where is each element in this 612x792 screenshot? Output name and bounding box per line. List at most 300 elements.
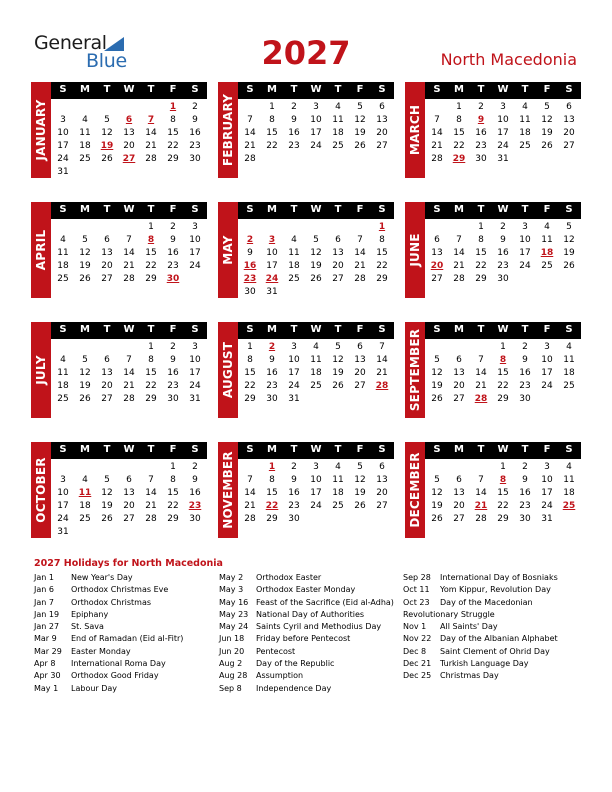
- calendar-date: 26: [431, 514, 443, 524]
- calendar-date: 20: [101, 381, 113, 391]
- month-tab: [218, 82, 238, 178]
- holiday-row: [34, 670, 183, 682]
- holidays-title: 2027 Holidays for North Macedonia: [34, 558, 223, 569]
- calendar-date: 23: [167, 381, 179, 391]
- calendar-date: 17: [266, 261, 278, 271]
- weekday-label: T: [103, 84, 111, 95]
- holiday-name: International Day of Bosniaks: [440, 573, 558, 582]
- holiday-row: [219, 597, 394, 609]
- calendar-date: 5: [82, 355, 88, 365]
- holiday-date-label: Jan 6: [34, 585, 54, 595]
- calendar-date: 13: [101, 368, 113, 378]
- weekday-label: S: [59, 204, 67, 215]
- holiday-name: Feast of the Sacrifice (Eid al-Adha): [256, 597, 394, 607]
- calendar-date: 10: [57, 488, 69, 498]
- holiday-date-label: Sep 28: [403, 573, 431, 582]
- calendar-date: 19: [354, 488, 366, 498]
- weekday-label: F: [169, 324, 177, 335]
- calendar-date: 21: [145, 141, 157, 151]
- calendar-date: 2: [478, 102, 484, 112]
- holiday-date-label: Aug 2: [219, 659, 243, 669]
- calendar-date: 7: [247, 475, 253, 485]
- calendar-date: 16: [167, 248, 179, 258]
- calendar-date: 16: [519, 368, 531, 378]
- holiday-name: National Day of Authorities: [256, 609, 365, 619]
- calendar-date: 10: [189, 355, 201, 365]
- weekday-header: [51, 202, 207, 219]
- calendar-date: 4: [291, 235, 297, 245]
- month-january: [31, 82, 207, 178]
- month-name: MAY: [221, 235, 235, 265]
- calendar-date: 22: [167, 141, 179, 151]
- weekday-label: W: [310, 84, 322, 95]
- weekday-label: S: [191, 444, 199, 455]
- calendar-date: 10: [266, 248, 278, 258]
- calendar-date: 28: [123, 274, 135, 284]
- calendar-date: 29: [167, 154, 179, 164]
- calendar-date: 31: [57, 527, 69, 537]
- calendar-date: 1: [478, 222, 484, 232]
- holiday-row: [403, 633, 558, 645]
- holiday-name: Orthodox Christmas: [71, 597, 152, 607]
- month-september: [405, 322, 581, 418]
- month-november: [218, 442, 394, 538]
- calendar-date: 29: [497, 394, 509, 404]
- holiday-row: [219, 609, 394, 621]
- holiday-date: 30: [166, 274, 180, 284]
- calendar-date: 9: [291, 115, 297, 125]
- weekday-label: S: [59, 84, 67, 95]
- month-tab: [218, 202, 238, 298]
- calendar-date: 10: [189, 235, 201, 245]
- weekday-label: M: [80, 204, 90, 215]
- calendar-date: 2: [291, 102, 297, 112]
- weekday-header: [425, 442, 581, 459]
- holiday-date-label: May 3: [219, 585, 244, 595]
- calendar-date: 28: [145, 514, 157, 524]
- calendar-date: 11: [563, 475, 575, 485]
- calendar-date: 15: [497, 368, 509, 378]
- weekday-label: W: [310, 324, 322, 335]
- calendar-date: 3: [313, 102, 319, 112]
- holiday-name: International Roma Day: [71, 659, 166, 669]
- calendar-date: 13: [376, 115, 388, 125]
- calendar-date: 3: [60, 475, 66, 485]
- calendar-date: 28: [145, 154, 157, 164]
- holiday-name: Orthodox Good Friday: [71, 671, 159, 681]
- calendar-date: 16: [189, 488, 201, 498]
- holiday-date-label: Apr 30: [34, 671, 61, 681]
- calendar-date: 28: [475, 514, 487, 524]
- calendar-date: 5: [434, 475, 440, 485]
- calendar-date: 4: [566, 342, 572, 352]
- calendar-date: 2: [522, 462, 528, 472]
- holiday-row: [219, 658, 394, 670]
- weekday-label: M: [267, 444, 277, 455]
- weekday-label: T: [334, 324, 342, 335]
- holiday-name: Day of the Republic: [256, 659, 335, 669]
- holiday-date-label: Dec 8: [403, 646, 427, 656]
- calendar-date: 31: [189, 394, 201, 404]
- month-may: [218, 202, 394, 298]
- weekday-label: F: [356, 204, 364, 215]
- month-march: [405, 82, 581, 178]
- calendar-date: 17: [310, 488, 322, 498]
- calendar-date: 22: [244, 381, 256, 391]
- holiday-row: [219, 621, 394, 633]
- calendar-year: 2027: [261, 34, 351, 72]
- calendar-date: 29: [145, 274, 157, 284]
- holiday-date-label: May 2: [219, 573, 244, 582]
- calendar-date: 15: [475, 248, 487, 258]
- calendar-date: 27: [431, 274, 443, 284]
- holiday-date-label: Mar 29: [34, 646, 62, 656]
- calendar-date: 6: [456, 475, 462, 485]
- holiday-date-label: Sep 8: [219, 683, 242, 693]
- weekday-header: [425, 322, 581, 339]
- weekday-label: T: [290, 84, 298, 95]
- weekday-label: M: [454, 324, 464, 335]
- calendar-date: 26: [332, 381, 344, 391]
- holiday-name: Yom Kippur, Revolution Day: [440, 585, 551, 595]
- weekday-label: F: [543, 444, 551, 455]
- calendar-date: 20: [563, 128, 575, 138]
- calendar-date: 19: [431, 381, 443, 391]
- weekday-label: S: [565, 84, 573, 95]
- month-july: [31, 322, 207, 418]
- calendar-date: 18: [332, 488, 344, 498]
- weekday-label: T: [334, 444, 342, 455]
- calendar-date: 11: [79, 128, 91, 138]
- calendar-date: 12: [563, 235, 575, 245]
- weekday-label: T: [103, 204, 111, 215]
- weekday-label: W: [123, 204, 135, 215]
- holiday-name: Orthodox Easter: [256, 573, 322, 582]
- weekday-label: T: [477, 204, 485, 215]
- calendar-date: 25: [332, 501, 344, 511]
- calendar-date: 25: [310, 381, 322, 391]
- weekday-label: S: [59, 444, 67, 455]
- calendar-date: 7: [379, 342, 385, 352]
- calendar-date: 6: [104, 355, 110, 365]
- calendar-date: 27: [563, 141, 575, 151]
- calendar-date: 17: [288, 368, 300, 378]
- weekday-label: F: [169, 204, 177, 215]
- holiday-name: Saints Cyril and Methodius Day: [256, 622, 382, 632]
- holiday-date: 29: [452, 154, 466, 164]
- calendar-date: 17: [497, 128, 509, 138]
- calendar-date: 5: [104, 115, 110, 125]
- month-name: AUGUST: [221, 341, 235, 399]
- holiday-date: 6: [125, 115, 133, 125]
- month-name: DECEMBER: [408, 452, 422, 528]
- calendar-date: 30: [244, 287, 256, 297]
- holiday-name: Christmas Day: [440, 671, 499, 681]
- calendar-date: 12: [354, 475, 366, 485]
- calendar-date: 10: [519, 235, 531, 245]
- calendar-date: 4: [335, 102, 341, 112]
- holiday-date-label: Jan 7: [34, 597, 54, 607]
- calendar-date: 8: [478, 235, 484, 245]
- weekday-label: S: [246, 84, 254, 95]
- calendar-date: 19: [79, 261, 91, 271]
- calendar-date: 12: [79, 248, 91, 258]
- calendar-date: 10: [541, 475, 553, 485]
- holiday-name: Independence Day: [256, 683, 332, 693]
- logo-general-text: General: [34, 32, 107, 54]
- calendar-date: 23: [189, 141, 201, 151]
- holiday-row: [403, 658, 558, 670]
- holiday-date: 18: [540, 248, 554, 258]
- holiday-name: St. Sava: [71, 622, 104, 632]
- month-june: [405, 202, 581, 298]
- holiday-date: 2: [268, 342, 276, 352]
- calendar-date: 5: [313, 235, 319, 245]
- calendar-date: 20: [123, 501, 135, 511]
- calendar-date: 7: [126, 355, 132, 365]
- calendar-date: 2: [522, 342, 528, 352]
- calendar-date: 26: [101, 154, 113, 164]
- calendar-date: 22: [145, 381, 157, 391]
- holiday-row: [34, 572, 183, 584]
- calendar-date: 21: [244, 501, 256, 511]
- calendar-date: 6: [566, 102, 572, 112]
- holiday-date-label: Nov 1: [403, 622, 427, 632]
- calendar-date: 4: [313, 342, 319, 352]
- weekday-label: W: [310, 204, 322, 215]
- holiday-date: 28: [375, 381, 389, 391]
- weekday-label: W: [123, 324, 135, 335]
- weekday-label: W: [497, 204, 509, 215]
- calendar-date: 23: [519, 501, 531, 511]
- calendar-date: 21: [376, 368, 388, 378]
- calendar-date: 11: [519, 115, 531, 125]
- month-tab: [218, 442, 238, 538]
- calendar-date: 27: [332, 274, 344, 284]
- holiday-row: [403, 584, 558, 596]
- holiday-date-label: Jun 20: [219, 646, 245, 656]
- calendar-date: 30: [519, 514, 531, 524]
- calendar-date: 12: [431, 488, 443, 498]
- calendar-date: 9: [291, 475, 297, 485]
- calendar-date: 23: [519, 381, 531, 391]
- weekday-label: S: [191, 84, 199, 95]
- calendar-date: 9: [192, 115, 198, 125]
- weekday-label: T: [477, 84, 485, 95]
- weekday-header: [425, 82, 581, 99]
- calendar-date: 9: [170, 235, 176, 245]
- calendar-date: 4: [335, 462, 341, 472]
- calendar-date: 6: [126, 475, 132, 485]
- holiday-date-label: Apr 8: [34, 659, 56, 669]
- calendar-date: 13: [332, 248, 344, 258]
- month-name: JANUARY: [34, 99, 48, 161]
- calendar-date: 26: [354, 141, 366, 151]
- holiday-name: Day of the Albanian Alphabet: [440, 634, 558, 644]
- calendar-date: 14: [475, 488, 487, 498]
- holiday-date: 1: [268, 462, 276, 472]
- holiday-date: 8: [499, 355, 507, 365]
- weekday-label: F: [543, 204, 551, 215]
- calendar-date: 13: [376, 475, 388, 485]
- holiday-date: 11: [78, 488, 92, 498]
- weekday-header: [51, 82, 207, 99]
- weekday-label: F: [543, 84, 551, 95]
- calendar-date: 1: [500, 462, 506, 472]
- calendar-date: 3: [544, 462, 550, 472]
- holiday-name: Day of the Macedonian: [440, 597, 533, 607]
- weekday-label: S: [378, 324, 386, 335]
- month-tab: [31, 202, 51, 298]
- weekday-label: F: [356, 84, 364, 95]
- calendar-date: 30: [266, 394, 278, 404]
- calendar-date: 12: [541, 115, 553, 125]
- month-august: [218, 322, 394, 418]
- calendar-date: 1: [456, 102, 462, 112]
- calendar-date: 31: [497, 154, 509, 164]
- calendar-date: 14: [145, 488, 157, 498]
- holiday-name: Turkish Language Day: [440, 659, 529, 669]
- calendar-date: 8: [269, 115, 275, 125]
- calendar-date: 3: [60, 115, 66, 125]
- calendar-date: 22: [453, 141, 465, 151]
- weekday-label: F: [543, 324, 551, 335]
- calendar-date: 28: [123, 394, 135, 404]
- calendar-date: 15: [376, 248, 388, 258]
- month-april: [31, 202, 207, 298]
- calendar-date: 15: [167, 488, 179, 498]
- logo-blue-text: Blue: [86, 50, 127, 72]
- calendar-date: 4: [60, 355, 66, 365]
- calendar-date: 20: [453, 501, 465, 511]
- calendar-date: 11: [541, 235, 553, 245]
- calendar-date: 18: [79, 141, 91, 151]
- calendar-date: 17: [541, 488, 553, 498]
- calendar-date: 22: [167, 501, 179, 511]
- calendar-date: 14: [244, 128, 256, 138]
- holiday-date: 23: [188, 501, 202, 511]
- calendar-date: 21: [475, 381, 487, 391]
- holiday-row: [219, 683, 394, 695]
- month-february: [218, 82, 394, 178]
- calendar-date: 15: [266, 488, 278, 498]
- calendar-date: 25: [563, 381, 575, 391]
- calendar-date: 25: [79, 154, 91, 164]
- weekday-label: T: [103, 324, 111, 335]
- weekday-label: M: [454, 444, 464, 455]
- month-december: [405, 442, 581, 538]
- calendar-date: 7: [357, 235, 363, 245]
- calendar-date: 7: [247, 115, 253, 125]
- holiday-row: [219, 584, 394, 596]
- calendar-date: 24: [519, 261, 531, 271]
- calendar-date: 13: [563, 115, 575, 125]
- calendar-date: 20: [376, 128, 388, 138]
- weekday-label: M: [80, 324, 90, 335]
- calendar-date: 31: [288, 394, 300, 404]
- calendar-date: 20: [332, 261, 344, 271]
- holiday-column: [34, 572, 183, 695]
- calendar-date: 27: [376, 501, 388, 511]
- calendar-date: 19: [541, 128, 553, 138]
- holiday-row: [403, 597, 558, 609]
- calendar-date: 20: [376, 488, 388, 498]
- calendar-date: 29: [167, 514, 179, 524]
- calendar-date: 11: [288, 248, 300, 258]
- holiday-name: New Year's Day: [71, 573, 133, 582]
- weekday-label: M: [267, 84, 277, 95]
- holiday-row: [403, 646, 558, 658]
- calendar-date: 21: [145, 501, 157, 511]
- calendar-date: 13: [123, 488, 135, 498]
- calendar-date: 5: [357, 102, 363, 112]
- calendar-date: 15: [266, 128, 278, 138]
- weekday-label: S: [433, 444, 441, 455]
- calendar-date: 26: [79, 394, 91, 404]
- calendar-date: 3: [522, 222, 528, 232]
- calendar-date: 17: [519, 248, 531, 258]
- calendar-date: 15: [145, 248, 157, 258]
- calendar-date: 6: [456, 355, 462, 365]
- calendar-date: 24: [310, 141, 322, 151]
- calendar-date: 19: [79, 381, 91, 391]
- calendar-date: 11: [332, 475, 344, 485]
- calendar-date: 8: [379, 235, 385, 245]
- calendar-date: 16: [167, 368, 179, 378]
- calendar-date: 3: [192, 222, 198, 232]
- weekday-label: F: [169, 84, 177, 95]
- holiday-date: 20: [430, 261, 444, 271]
- holiday-date-label: Oct 11: [403, 585, 430, 595]
- calendar-date: 18: [563, 488, 575, 498]
- calendar-date: 18: [57, 261, 69, 271]
- calendar-date: 23: [288, 501, 300, 511]
- calendar-date: 26: [79, 274, 91, 284]
- calendar-date: 2: [192, 102, 198, 112]
- calendar-date: 4: [544, 222, 550, 232]
- calendar-date: 30: [189, 154, 201, 164]
- calendar-date: 26: [354, 501, 366, 511]
- weekday-label: S: [59, 324, 67, 335]
- holiday-column: [219, 572, 394, 695]
- calendar-date: 12: [354, 115, 366, 125]
- calendar-date: 3: [500, 102, 506, 112]
- calendar-date: 11: [310, 355, 322, 365]
- calendar-date: 17: [541, 368, 553, 378]
- calendar-date: 1: [170, 462, 176, 472]
- weekday-label: T: [477, 324, 485, 335]
- calendar-date: 23: [497, 261, 509, 271]
- calendar-date: 13: [431, 248, 443, 258]
- holiday-date: 25: [562, 501, 576, 511]
- weekday-label: M: [80, 84, 90, 95]
- calendar-date: 11: [57, 368, 69, 378]
- holiday-date-label: Jan 19: [34, 609, 60, 619]
- calendar-date: 13: [453, 368, 465, 378]
- calendar-date: 31: [266, 287, 278, 297]
- weekday-label: S: [246, 444, 254, 455]
- holiday-name: Saint Clement of Ohrid Day: [440, 646, 550, 656]
- calendar-date: 23: [288, 141, 300, 151]
- calendar-date: 14: [376, 355, 388, 365]
- calendar-date: 29: [497, 514, 509, 524]
- holiday-row: [34, 597, 183, 609]
- calendar-date: 19: [431, 501, 443, 511]
- calendar-date: 5: [335, 342, 341, 352]
- weekday-label: S: [433, 84, 441, 95]
- holiday-date-label: Aug 28: [219, 671, 248, 681]
- calendar-date: 10: [541, 355, 553, 365]
